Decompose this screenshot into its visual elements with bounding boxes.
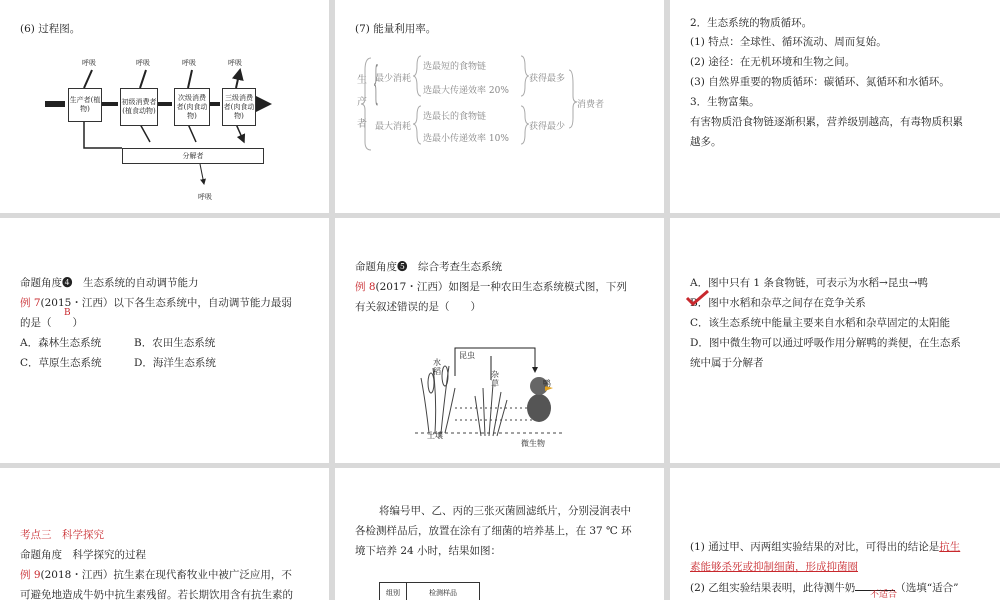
experiment-table xyxy=(379,582,480,600)
slide-answers[interactable] xyxy=(670,468,1000,600)
long-chain-text: 选最长的食物链 xyxy=(423,112,487,122)
line: (2) 途径：在无机环境和生物之间。 xyxy=(690,56,856,68)
slide-ecosystem-example[interactable] xyxy=(335,218,664,463)
max-use-label: 最大消耗 xyxy=(375,122,412,132)
decomposer-box: 分解者 xyxy=(122,148,264,164)
answer-1-cont: 素能够杀死或抑制细菌，形成抑菌圈 xyxy=(690,561,858,573)
checkmark-icon xyxy=(684,288,712,308)
microbe-label: 微生物 xyxy=(521,439,545,448)
slide-heading: (6) 过程图。 xyxy=(20,23,81,35)
question-2-cont: （选填“适合” xyxy=(895,582,959,594)
option-b: B．农田生态系统 xyxy=(134,337,216,349)
option-c: C．草原生态系统 xyxy=(20,357,102,369)
soil-label: 土壤 xyxy=(427,431,443,440)
example-text: (2017・江西）如图是一种农田生态系统模式图，下列 xyxy=(375,281,627,293)
slide-energy-efficiency[interactable] xyxy=(335,0,664,213)
topic-heading: 考点三 科学探究 xyxy=(20,529,104,541)
example-label: 例 8 xyxy=(355,281,376,293)
option-a: A．森林生态系统 xyxy=(20,337,102,349)
question-2: (2) 乙组实验结果表明，此待测牛奶 xyxy=(690,582,856,594)
option-d: D．海洋生态系统 xyxy=(134,357,216,369)
get-most-text: 获得最多 xyxy=(529,74,566,84)
table-header-sample: 检测样品 xyxy=(407,583,480,600)
line: 有害物质沿食物链逐渐积累，营养级别越高，有毒物质积累 xyxy=(690,116,963,128)
line: (1) 特点：全球性、循环流动、周而复始。 xyxy=(690,36,887,48)
short-chain-text: 选最短的食物链 xyxy=(423,62,487,72)
max-efficiency-text: 选最大传递效率 20% xyxy=(423,86,509,96)
consumer-text: 消费者 xyxy=(577,100,605,110)
example-line2: 可避免地造成牛奶中抗生素残留。若长期饮用含有抗生素的 xyxy=(20,589,293,600)
text-line: 各检测样品后，放置在涂有了细菌的培养基上，在 37 ℃ 环 xyxy=(355,525,632,537)
slide-options[interactable] xyxy=(670,218,1000,463)
option-d-cont: 统中属于分解者 xyxy=(690,357,764,369)
breath-label: 呼吸 xyxy=(228,59,242,67)
angle-heading: 命题角度❺ 综合考查生态系统 xyxy=(355,261,502,273)
line: 3．生物富集。 xyxy=(690,96,760,108)
breath-label: 呼吸 xyxy=(136,59,150,67)
example-line2: 的是（ ） xyxy=(20,317,83,329)
secondary-consumer-box: 次级消费者(肉食动物) xyxy=(174,88,210,126)
breath-label: 呼吸 xyxy=(198,193,212,201)
option-b: B．图中水稻和杂草之间存在竞争关系 xyxy=(690,297,866,309)
answer-mark: B xyxy=(64,308,71,318)
angle-heading: 命题角度 科学探究的过程 xyxy=(20,549,146,561)
rice-label: 水稻 xyxy=(433,358,441,376)
question-1: (1) 通过甲、丙两组实验结果的对比，可得出的结论是 xyxy=(690,541,940,553)
option-a: A．图中只有 1 条食物链，可表示为水稻→昆虫→鸭 xyxy=(690,277,929,289)
example-label: 例 7 xyxy=(20,297,41,309)
line: 2．生态系统的物质循环。 xyxy=(690,17,813,29)
primary-consumer-box: 初级消费者(植食动物) xyxy=(120,88,158,126)
min-efficiency-text: 选最小传递效率 10% xyxy=(423,134,509,144)
producer-box: 生产者(植物) xyxy=(68,88,102,122)
slide-self-regulation[interactable] xyxy=(0,218,329,463)
min-use-label: 最少消耗 xyxy=(375,74,412,84)
producer-vertical-label: 生产者 xyxy=(357,75,367,130)
line: 越多。 xyxy=(690,136,722,148)
text-line: 境下培养 24 小时，结果如图： xyxy=(355,545,502,557)
slide-heading: (7) 能量利用率。 xyxy=(355,23,437,35)
slide-process-diagram[interactable] xyxy=(0,0,329,213)
get-least-text: 获得最少 xyxy=(529,122,566,132)
weed-label: 杂草 xyxy=(491,370,499,388)
example-label: 例 9 xyxy=(20,569,41,581)
table-header-group: 组别 xyxy=(380,583,407,600)
example-text: (2015・江西）以下各生态系统中，自动调节能力最弱 xyxy=(40,297,292,309)
brace-lines xyxy=(335,0,664,213)
duck-label: 鸭 xyxy=(543,379,551,388)
breath-label: 呼吸 xyxy=(82,59,96,67)
brace: { xyxy=(373,63,379,113)
example-text: (2018・江西）抗生素在现代畜牧业中被广泛应用，不 xyxy=(40,569,292,581)
answer-2: 不适合 xyxy=(870,590,898,600)
text-line: 将编号甲、乙、丙的三张灭菌圆滤纸片，分别浸润表中 xyxy=(379,505,631,517)
slide-experiment[interactable] xyxy=(335,468,664,600)
option-c: C．该生态系统中能量主要来自水稻和杂草固定的太阳能 xyxy=(690,317,951,329)
slide-material-cycle[interactable] xyxy=(670,0,1000,213)
answer-1: 抗生 xyxy=(939,541,961,553)
option-d: D．图中微生物可以通过呼吸作用分解鸭的粪便，在生态系 xyxy=(690,337,961,349)
breath-label: 呼吸 xyxy=(182,59,196,67)
line: (3) 自然界重要的物质循环：碳循环、氮循环和水循环。 xyxy=(690,76,950,88)
energy-flow-diagram xyxy=(0,0,329,213)
angle-heading: 命题角度❹ 生态系统的自动调节能力 xyxy=(20,277,199,289)
example-line2: 有关叙述错误的是（ ） xyxy=(355,301,481,313)
insect-label: 昆虫 xyxy=(459,351,475,360)
slide-science-inquiry[interactable] xyxy=(0,468,329,600)
tertiary-consumer-box: 三级消费者(肉食动物) xyxy=(222,88,256,126)
